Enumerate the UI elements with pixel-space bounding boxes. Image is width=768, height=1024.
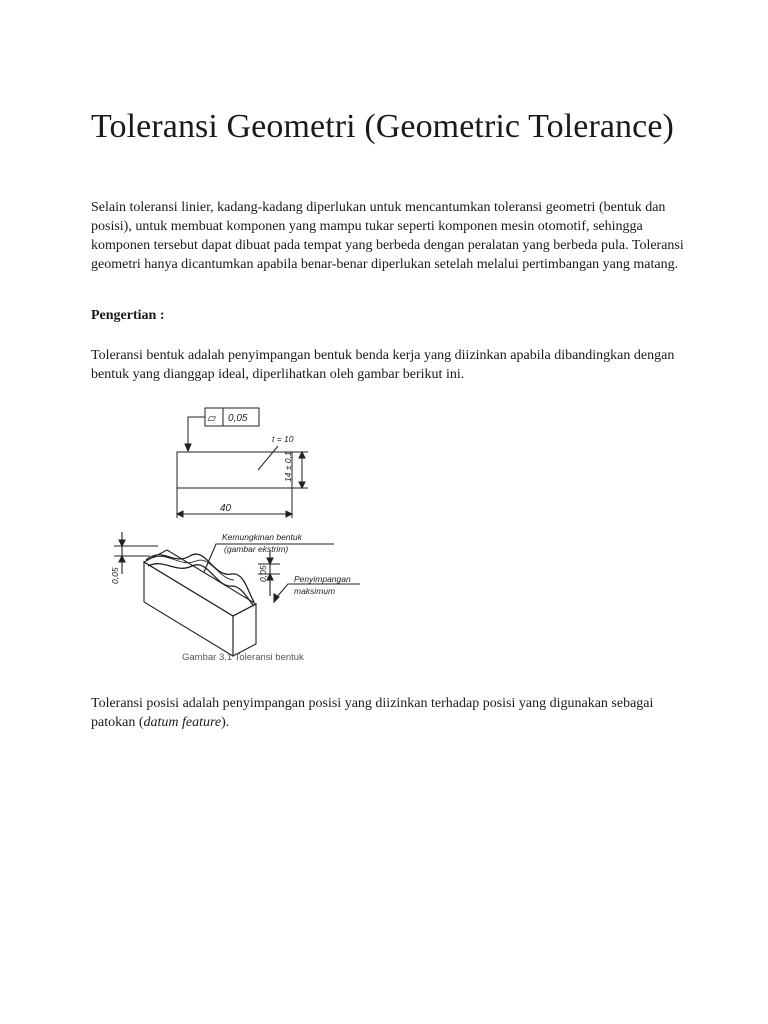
part-top-view: [177, 452, 292, 488]
leader-arrow: [185, 444, 191, 451]
max-deviation-label: Penyimpangan: [294, 574, 351, 584]
page-title: Toleransi Geometri (Geometric Tolerance): [91, 108, 674, 145]
thickness-label: t = 10: [272, 434, 294, 444]
section-heading: Pengertian :: [91, 308, 165, 323]
max-deviation-sublabel: maksimum: [294, 586, 336, 596]
tolerance-value-label: 0,05: [228, 413, 248, 424]
block-front-face: [144, 562, 233, 656]
left-dimension-label: 0,05: [110, 567, 120, 584]
extreme-shape-line-3: [152, 556, 234, 580]
position-text: Toleransi posisi adalah penyimpangan posisi yang diizinkan terhadap posisi yang digunakan sebagai patokan (: [91, 696, 654, 730]
thickness-leader: [258, 446, 278, 470]
figure-caption: Gambar 3.1 Toleransi bentuk: [182, 652, 304, 663]
flatness-symbol-icon: ▱: [207, 412, 216, 425]
block-end-face: [233, 604, 256, 656]
possible-shape-label: Kemungkinan bentuk: [222, 532, 302, 542]
middle-dimension-label: 0,05: [258, 565, 268, 582]
height-label: 14 ± 0,1: [283, 451, 293, 482]
form-tolerance-paragraph: Toleransi bentuk adalah penyimpangan bentuk benda kerja yang diizinkan apabila dibandingkan dengan bentuk yang dianggap ideal, diperlihatkan oleh gambar berikut ini.: [91, 348, 675, 382]
position-tolerance-paragraph: [91, 694, 691, 732]
position-text-end: ).: [221, 715, 230, 730]
width-label: 40: [220, 503, 232, 514]
datum-feature-term: datum feature: [143, 715, 222, 730]
intro-paragraph: Selain toleransi linier, kadang-kadang diperlukan untuk mencantumkan toleransi geometri (bentuk dan posisi), untuk membuat komponen yang mampu tukar seperti komponen mesin otomotif, sehingga komponen tersebut dapat dibuat pada tempat yang berbeda dengan peralatan yang berbeda pula. Toleransi geometri hanya dicantumkan apabila benar-benar diperlukan setelah melalui pertimbangan yang matang.: [91, 200, 684, 272]
technical-drawing: [108, 396, 388, 680]
extreme-shape-line-1: [146, 554, 254, 602]
possible-shape-sublabel: (gambar ekstrim): [224, 544, 289, 554]
form-tolerance-figure: [108, 396, 388, 680]
